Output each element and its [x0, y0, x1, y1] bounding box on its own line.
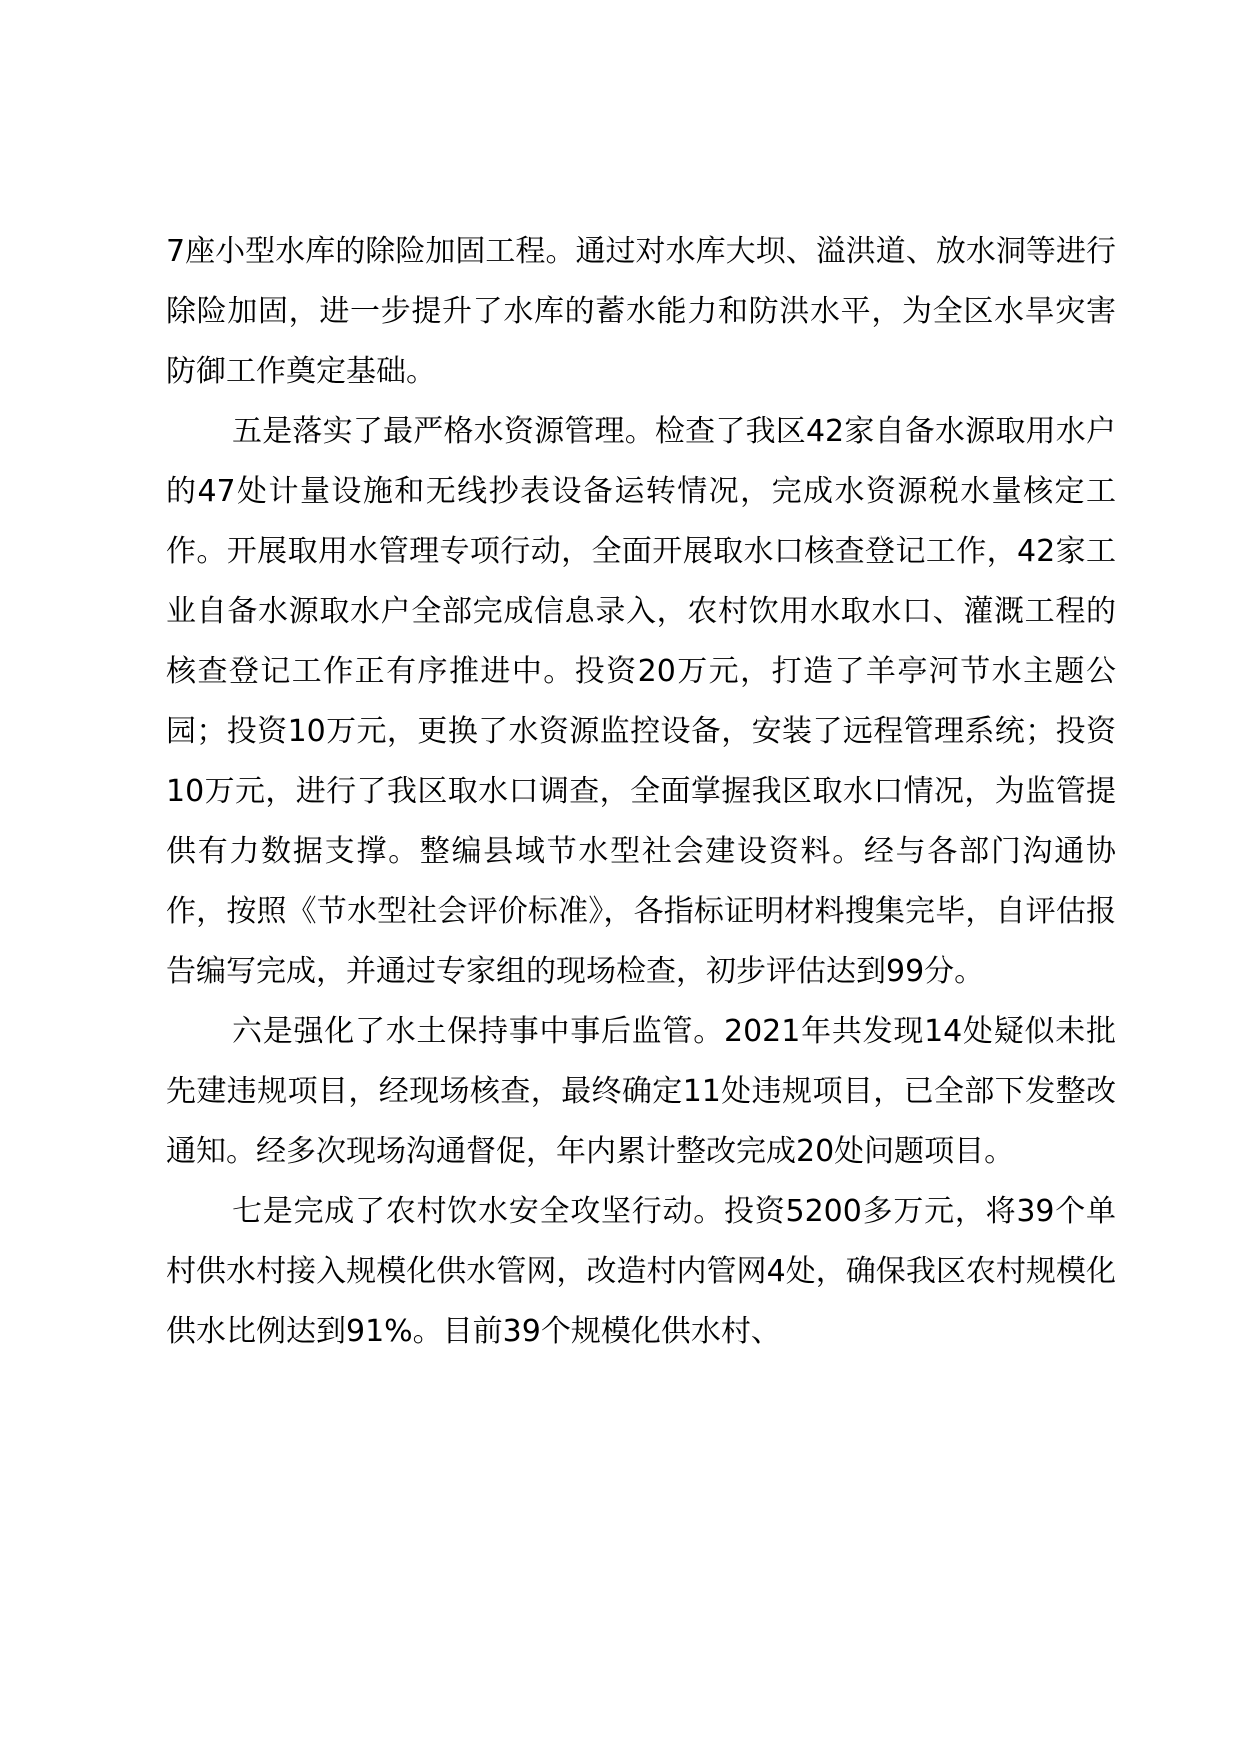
paragraph-soil-conservation: 六是强化了水土保持事中事后监管。2021年共发现14处疑似未批先建违规项目，经现场核查，最终确定11处违规项目，已全部下发整改通知。经多次现场沟通督促，年内累计整改完成20处问题项目。 [166, 1014, 1116, 1169]
paragraph-rural-water: 七是完成了农村饮水安全攻坚行动。投资5200多万元，将39个单村供水村接入规模化供水管网，改造村内管网4处，确保我区农村规模化供水比例达到91%。目前39个规模化供水村、 [166, 1194, 1116, 1349]
paragraph-continuation: 7座小型水库的除险加固工程。通过对水库大坝、溢洪道、放水洞等进行除险加固，进一步提升了水库的蓄水能力和防洪水平，为全区水旱灾害防御工作奠定基础。 [166, 234, 1116, 389]
document-body [166, 222, 1116, 1362]
paragraph-water-resources: 五是落实了最严格水资源管理。检查了我区42家自备水源取用水户的47处计量设施和无线抄表设备运转情况，完成水资源税水量核定工作。开展取用水管理专项行动，全面开展取水口核查登记工作，42家工业自备水源取水户全部完成信息录入，农村饮用水取水口、灌溉工程的核查登记工作正有序推进中。投资20万元，打造了羊亭河节水主题公园；投资10万元，更换了水资源监控设备，安装了远程管理系统；投资10万元，进行了我区取水口调查，全面掌握我区取水口情况，为监管提供有力数据支撑。整编县域节水型社会建设资料。经与各部门沟通协作，按照《节水型社会评价标准》，各指标证明材料搜集完毕，自评估报告编写完成，并通过专家组的现场检查，初步评估达到99分。 [166, 414, 1116, 989]
